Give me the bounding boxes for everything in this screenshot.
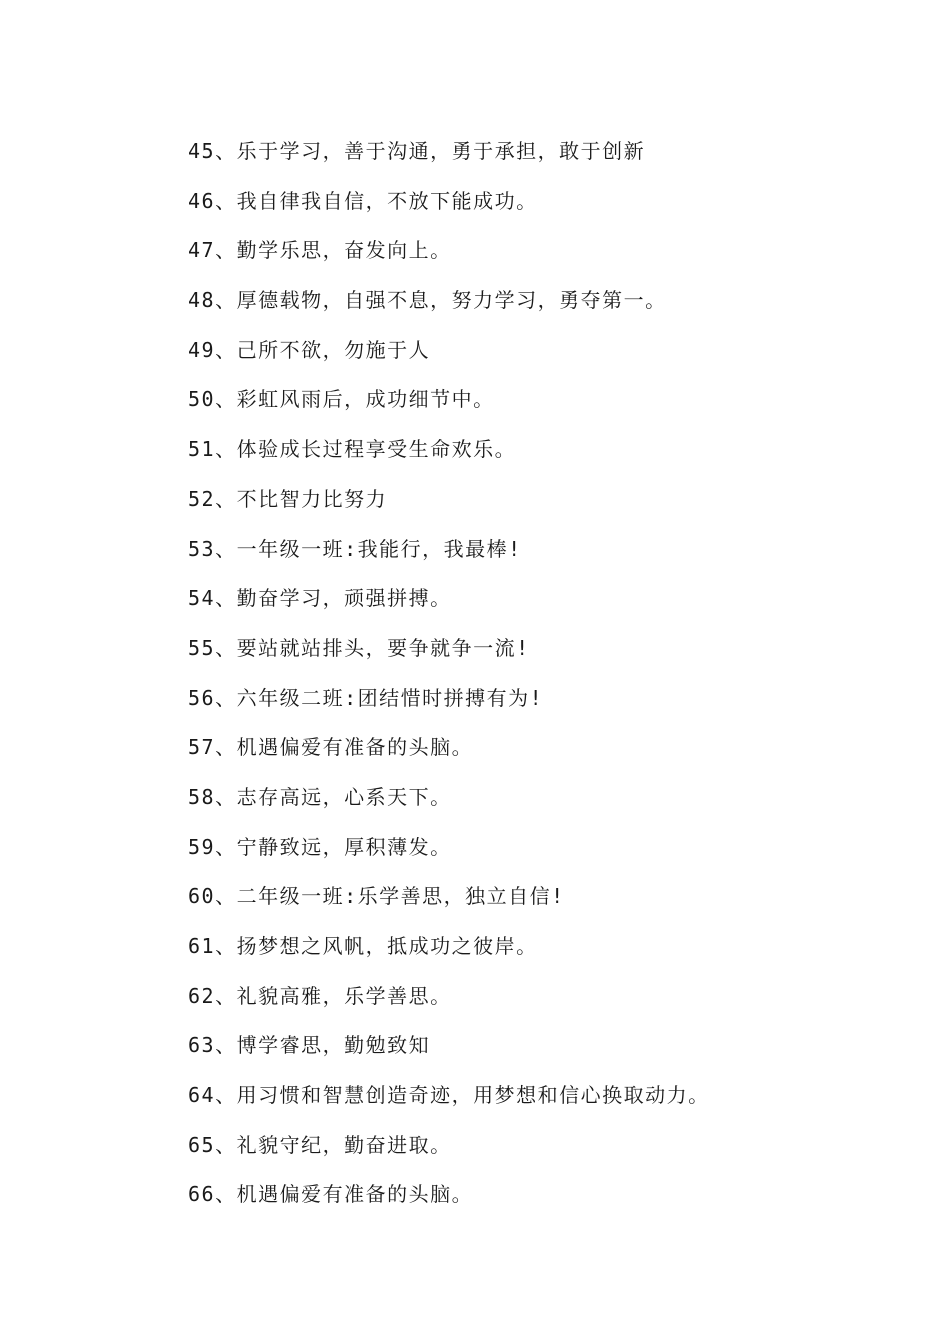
list-item: 63、博学睿思，勤勉致知 xyxy=(188,1033,431,1058)
list-item: 59、宁静致远，厚积薄发。 xyxy=(188,834,452,859)
list-item: 47、勤学乐思，奋发向上。 xyxy=(188,238,452,263)
list-item: 53、一年级一班:我能行，我最棒! xyxy=(188,536,522,561)
list-item: 51、体验成长过程享受生命欢乐。 xyxy=(188,437,517,462)
list-item: 56、六年级二班:团结惜时拼搏有为! xyxy=(188,685,544,710)
list-item: 58、志存高远，心系天下。 xyxy=(188,784,452,809)
slogan-list xyxy=(188,134,710,1227)
list-item: 55、要站就站排头，要争就争一流! xyxy=(188,635,530,660)
list-item: 50、彩虹风雨后，成功细节中。 xyxy=(188,387,495,412)
list-item: 60、二年级一班:乐学善思，独立自信! xyxy=(188,884,565,909)
list-item: 49、己所不欲，勿施于人 xyxy=(188,337,431,362)
list-item: 57、机遇偏爱有准备的头脑。 xyxy=(188,735,474,760)
list-item: 46、我自律我自信，不放下能成功。 xyxy=(188,188,538,213)
list-item: 65、礼貌守纪，勤奋进取。 xyxy=(188,1132,452,1157)
list-item: 45、乐于学习，善于沟通，勇于承担，敢于创新 xyxy=(188,139,646,163)
list-item: 48、厚德载物，自强不息，努力学习，勇夺第一。 xyxy=(188,288,667,313)
list-item: 62、礼貌高雅，乐学善思。 xyxy=(188,983,452,1008)
list-item: 66、机遇偏爱有准备的头脑。 xyxy=(188,1182,474,1207)
list-item: 61、扬梦想之风帆，抵成功之彼岸。 xyxy=(188,934,538,958)
list-item: 52、不比智力比努力 xyxy=(188,486,388,511)
list-item: 54、勤奋学习，顽强拼搏。 xyxy=(188,586,452,611)
list-item: 64、用习惯和智慧创造奇迹，用梦想和信心换取动力。 xyxy=(188,1083,710,1108)
